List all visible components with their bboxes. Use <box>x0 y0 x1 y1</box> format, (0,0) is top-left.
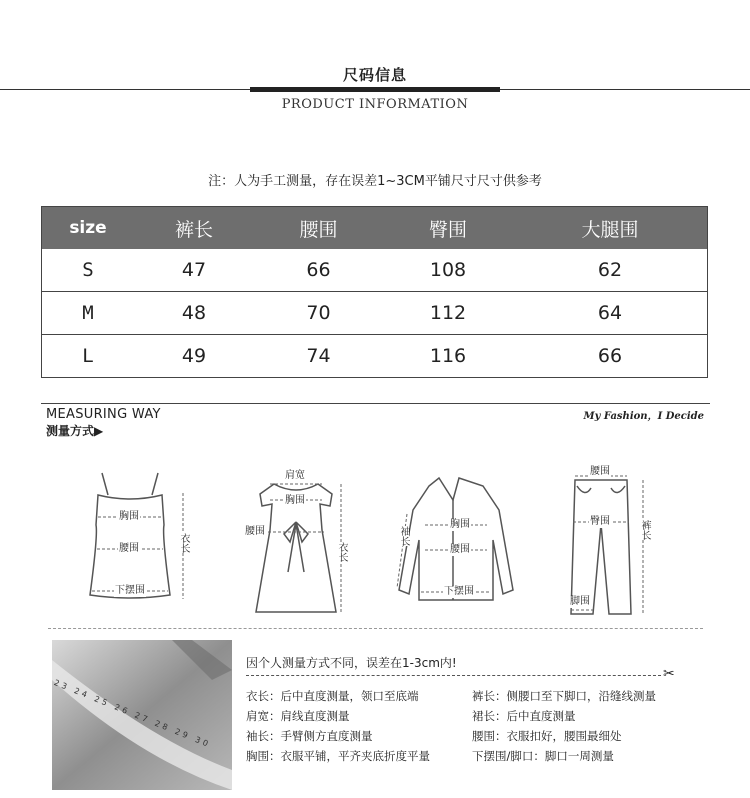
cell-size: L <box>42 335 135 378</box>
section-divider <box>48 628 703 629</box>
instruction-item: 裤长：侧腰口至下脚口，沿缝线测量 <box>472 689 656 703</box>
dress-outline-icon <box>244 462 356 620</box>
cell-value: 112 <box>383 292 513 335</box>
pants-figure <box>565 464 665 620</box>
camisole-hem-label: 下摆围 <box>115 585 145 596</box>
jacket-figure <box>395 470 517 612</box>
measuring-title-en: MEASURING WAY <box>46 407 161 422</box>
cut-line <box>246 675 661 676</box>
header-accent-bar <box>250 87 500 92</box>
instruction-item: 袖长：手臂侧方直度测量 <box>246 729 373 743</box>
header-pants-length: 裤长 <box>134 207 254 250</box>
dress-figure <box>244 462 356 620</box>
header-size: size <box>42 207 135 250</box>
jacket-sleeve-label: 袖长 <box>398 526 409 546</box>
dress-waist-label: 腰围 <box>245 526 265 537</box>
measurement-note: 注：人为手工测量，存在误差1~3CM平铺尺寸尺寸供参考 <box>208 174 542 189</box>
instruction-item: 裙长：后中直度测量 <box>472 709 576 723</box>
camisole-figure <box>80 465 205 615</box>
page-subtitle: PRODUCT INFORMATION <box>281 97 469 112</box>
dress-chest-label: 胸围 <box>285 495 305 506</box>
camisole-length-label: 衣长 <box>178 533 189 553</box>
size-table-header <box>42 207 708 250</box>
pants-leg-label: 脚围 <box>570 596 590 607</box>
pants-length-label: 裤长 <box>639 520 650 540</box>
cell-value: 116 <box>383 335 513 378</box>
jacket-hem-label: 下摆围 <box>444 586 474 597</box>
play-arrow-icon: ▶ <box>94 424 104 438</box>
header-hip: 臀围 <box>383 207 513 250</box>
table-row <box>42 292 708 335</box>
cell-value: 49 <box>134 335 254 378</box>
cell-value: 66 <box>254 249 383 292</box>
table-row <box>42 335 708 378</box>
cell-size: S <box>42 249 135 292</box>
dress-shoulder-label: 肩宽 <box>285 470 305 481</box>
jacket-waist-label: 腰围 <box>450 544 470 555</box>
cell-value: 64 <box>513 292 708 335</box>
cell-value: 108 <box>383 249 513 292</box>
cell-value: 70 <box>254 292 383 335</box>
pants-hip-label: 臀围 <box>590 516 610 527</box>
scissors-icon: ✂ <box>663 666 675 682</box>
cell-size: M <box>42 292 135 335</box>
cell-value: 47 <box>134 249 254 292</box>
cell-value: 66 <box>513 335 708 378</box>
instructions-heading: 因个人测量方式不同，误差在1-3cm内! <box>246 656 457 670</box>
cell-value: 74 <box>254 335 383 378</box>
cell-value: 48 <box>134 292 254 335</box>
measuring-title-cn-text: 测量方式 <box>46 424 95 438</box>
header-waist: 腰围 <box>254 207 383 250</box>
pants-waist-label: 腰围 <box>590 466 610 477</box>
instruction-item: 下摆围/脚口：脚口一周测量 <box>472 749 614 763</box>
page-title: 尺码信息 <box>342 66 407 84</box>
tape-measure-photo <box>52 640 232 790</box>
instruction-item: 胸围：衣服平铺，平齐夹底折度平量 <box>246 749 430 763</box>
brand-slogan: My Fashion，I Decide <box>583 411 704 422</box>
jacket-chest-label: 胸围 <box>450 519 470 530</box>
camisole-waist-label: 腰围 <box>119 543 139 554</box>
cell-value: 62 <box>513 249 708 292</box>
header-thigh: 大腿围 <box>513 207 708 250</box>
instruction-item: 衣长：后中直度测量，领口至底端 <box>246 689 419 703</box>
camisole-chest-label: 胸围 <box>119 511 139 522</box>
table-row <box>42 249 708 292</box>
dress-length-label: 衣长 <box>336 542 347 562</box>
tape-numbers: 23 24 25 26 27 28 29 30 <box>52 678 213 750</box>
instruction-item: 腰围：衣服扣好，腰围最细处 <box>472 729 622 743</box>
size-table <box>41 206 708 378</box>
measuring-divider <box>41 403 710 404</box>
instruction-item: 肩宽：肩线直度测量 <box>246 709 350 723</box>
measuring-title-cn <box>46 422 103 439</box>
